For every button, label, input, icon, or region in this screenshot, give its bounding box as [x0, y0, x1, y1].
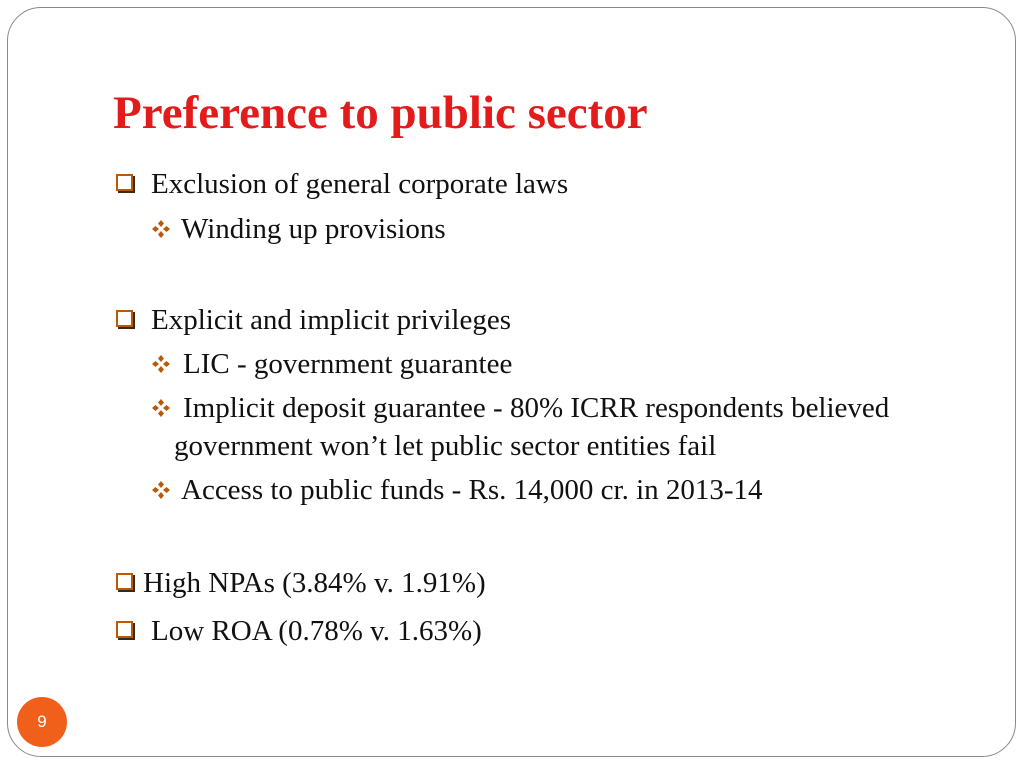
- sub-bullet-text: Winding up provisions: [181, 213, 446, 245]
- page-number-badge: [17, 697, 67, 747]
- checkbox-bullet-icon: [116, 174, 133, 191]
- diamond-bullet-icon: [151, 398, 171, 418]
- sub-bullet-text: Implicit deposit guarantee - 80% ICRR respondents believed: [183, 392, 890, 424]
- bullet-text: High NPAs (3.84% v. 1.91%): [143, 567, 486, 599]
- diamond-bullet-icon: [151, 480, 171, 500]
- sub-bullet-text: LIC - government guarantee: [183, 348, 513, 380]
- diamond-bullet-icon: [151, 354, 171, 374]
- bullet-text: Low ROA (0.78% v. 1.63%): [151, 615, 482, 647]
- bullet-text: Exclusion of general corporate laws: [151, 168, 569, 200]
- bullet-text: Explicit and implicit privileges: [151, 304, 512, 336]
- sub-bullet-continuation: government won’t let public sector entities fail: [174, 430, 717, 462]
- checkbox-bullet-icon: [116, 573, 133, 590]
- page-number: 9: [37, 712, 47, 731]
- diamond-bullet-icon: [151, 219, 171, 239]
- checkbox-bullet-icon: [116, 310, 133, 327]
- checkbox-bullet-icon: [116, 621, 133, 638]
- slide-title: Preference to public sector: [113, 87, 648, 139]
- sub-bullet-text: Access to public funds - Rs. 14,000 cr. in 2013-14: [181, 474, 763, 506]
